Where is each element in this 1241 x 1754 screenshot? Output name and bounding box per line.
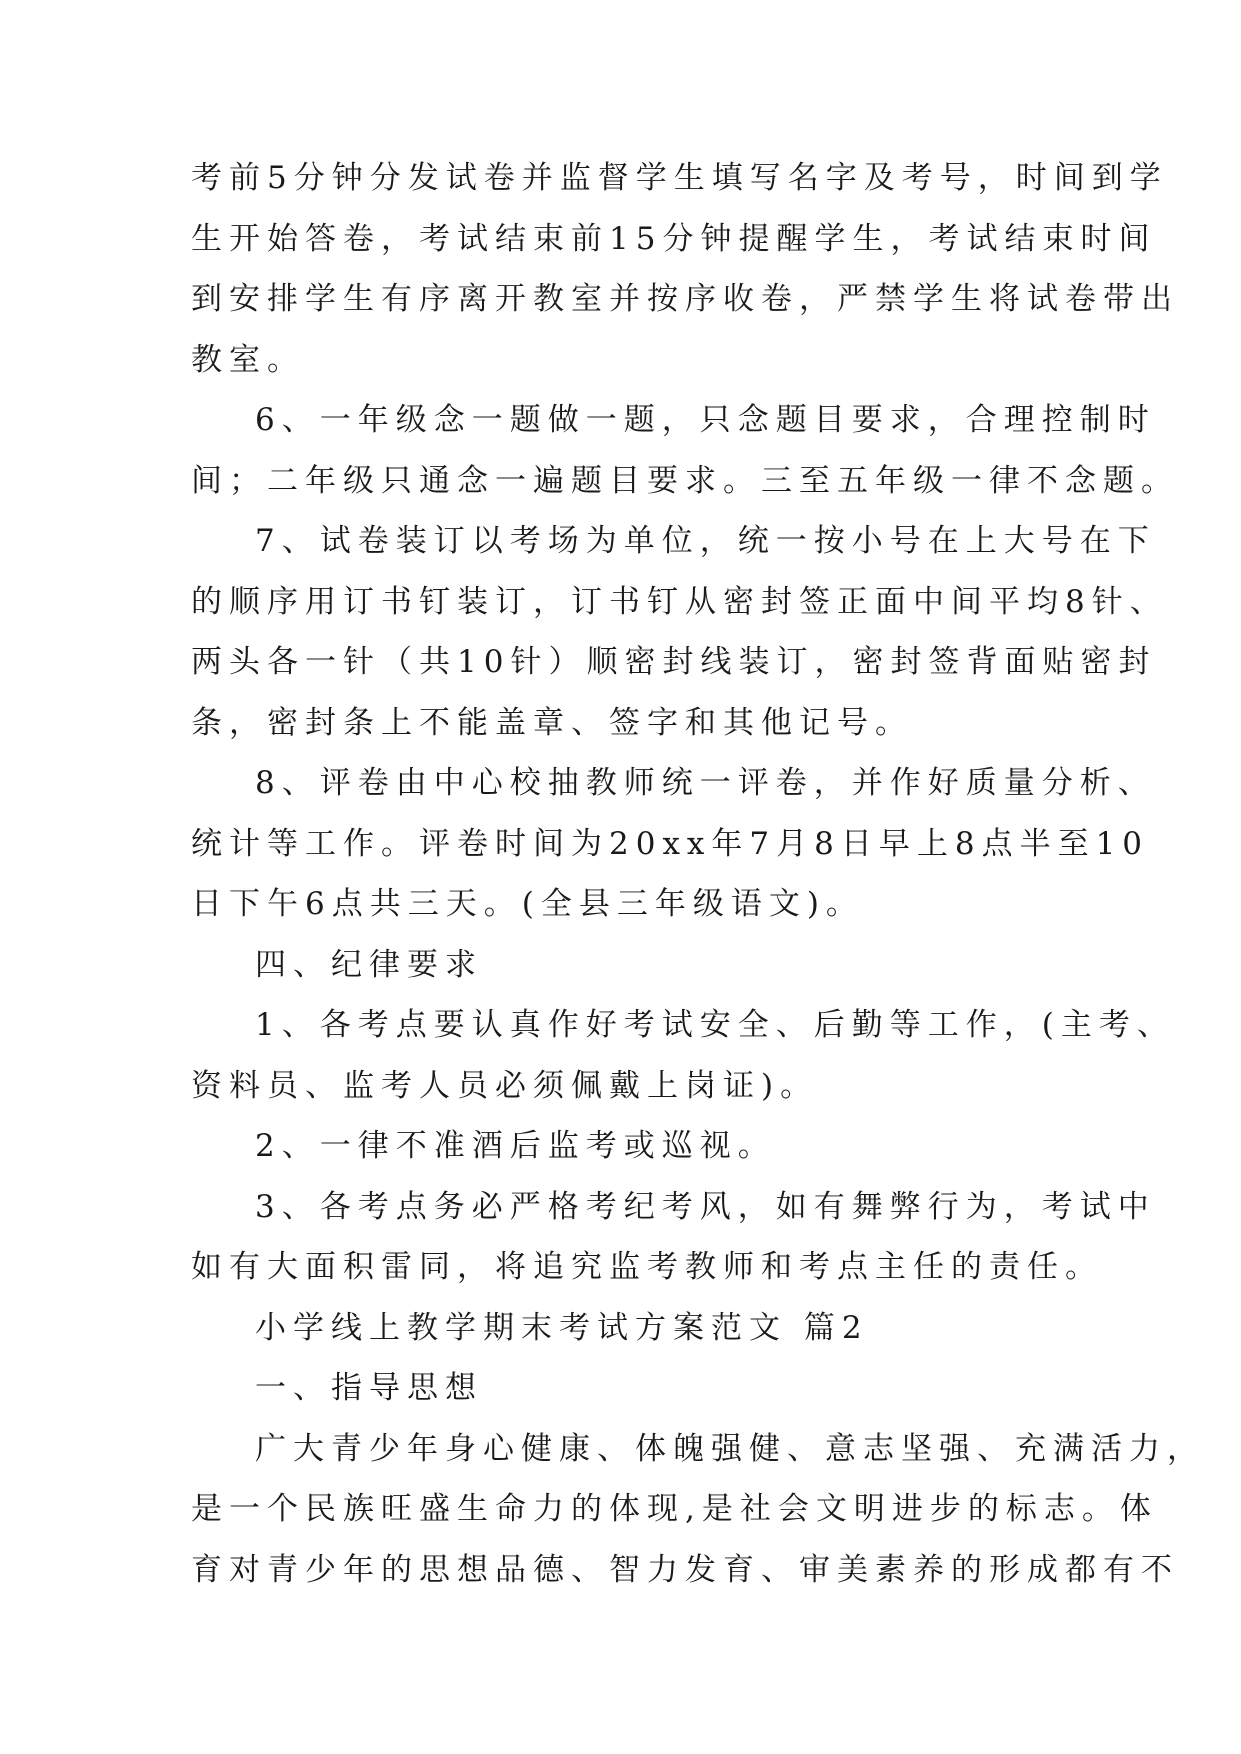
text-line: 是一个民族旺盛生命力的体现,是社会文明进步的标志。体 [191,1491,1158,1527]
text-line: 教室。 [191,341,305,378]
document-body [191,148,1205,1600]
text-line: 如有大面积雷同，将追究监考教师和考点主任的责任。 [191,1249,1103,1285]
text-line: 四、纪律要求 [255,946,483,983]
text-line: 日下午6点共三天。(全县三年级语文)。 [191,886,864,922]
text-line: 6、一年级念一题做一题，只念题目要求，合理控制时 [255,402,1156,438]
text-line: 2、一律不准酒后监考或巡视。 [255,1128,776,1164]
text-line: 考前5分钟分发试卷并监督学生填写名字及考号，时间到学 [191,160,1168,196]
text-line: 到安排学生有序离开教室并按序收卷，严禁学生将试卷带出 [191,281,1179,317]
text-line: 间；二年级只通念一遍题目要求。三至五年级一律不念题。 [191,462,1179,499]
text-line: 8、评卷由中心校抽教师统一评卷，并作好质量分析、 [255,765,1156,801]
text-line: 7、试卷装订以考场为单位，统一按小号在上大号在下 [255,523,1156,559]
text-line: 1、各考点要认真作好考试安全、后勤等工作，(主考、 [255,1007,1175,1043]
text-line: 育对青少年的思想品德、智力发育、审美素养的形成都有不 [191,1551,1179,1588]
text-line: 生开始答卷，考试结束前15分钟提醒学生，考试结束时间 [191,220,1157,257]
text-line: 小学线上教学期末考试方案范文 篇2 [255,1309,869,1346]
text-line: 条，密封条上不能盖章、签字和其他记号。 [191,704,913,741]
text-line: 统计等工作。评卷时间为20xx年7月8日早上8点半至10 [191,825,1150,862]
text-line: 广大青少年身心健康、体魄强健、意志坚强、充满活力， [255,1430,1205,1467]
text-line: 的顺序用订书钉装订，订书钉从密封签正面中间平均8针、 [191,583,1168,620]
text-line: 3、各考点务必严格考纪考风，如有舞弊行为，考试中 [255,1188,1156,1225]
text-line: 一、指导思想 [255,1370,483,1406]
text-line: 资料员、监考人员必须佩戴上岗证)。 [191,1067,819,1104]
text-line: 两头各一针（共10针）顺密封线装订，密封签背面贴密封 [191,644,1157,680]
